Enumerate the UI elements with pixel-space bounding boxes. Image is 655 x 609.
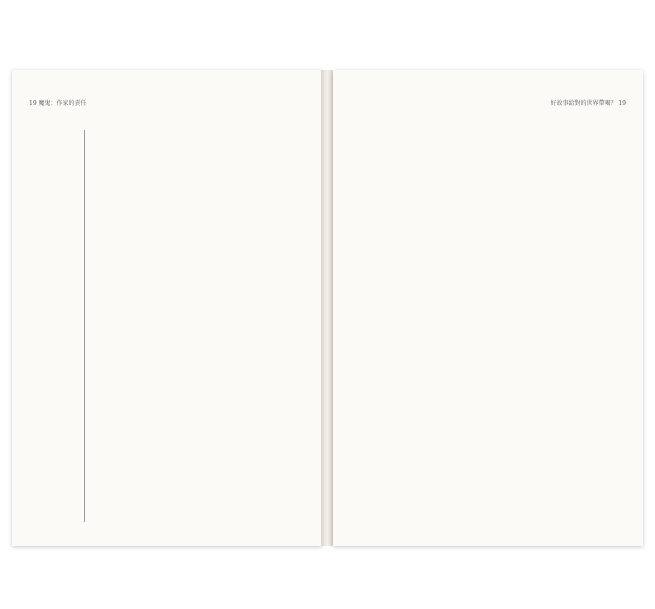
book-spread [12, 70, 643, 546]
right-body-text [347, 116, 629, 520]
footnotes [26, 182, 78, 532]
right-page [333, 70, 643, 546]
footnote-divider [84, 130, 85, 522]
left-page [12, 70, 322, 546]
left-running-head: 19 魔鬼：作家的責任 [29, 100, 87, 107]
left-body-text [94, 116, 308, 520]
right-running-head: 好故事給對的世界帶喝？ 19 [550, 100, 626, 107]
